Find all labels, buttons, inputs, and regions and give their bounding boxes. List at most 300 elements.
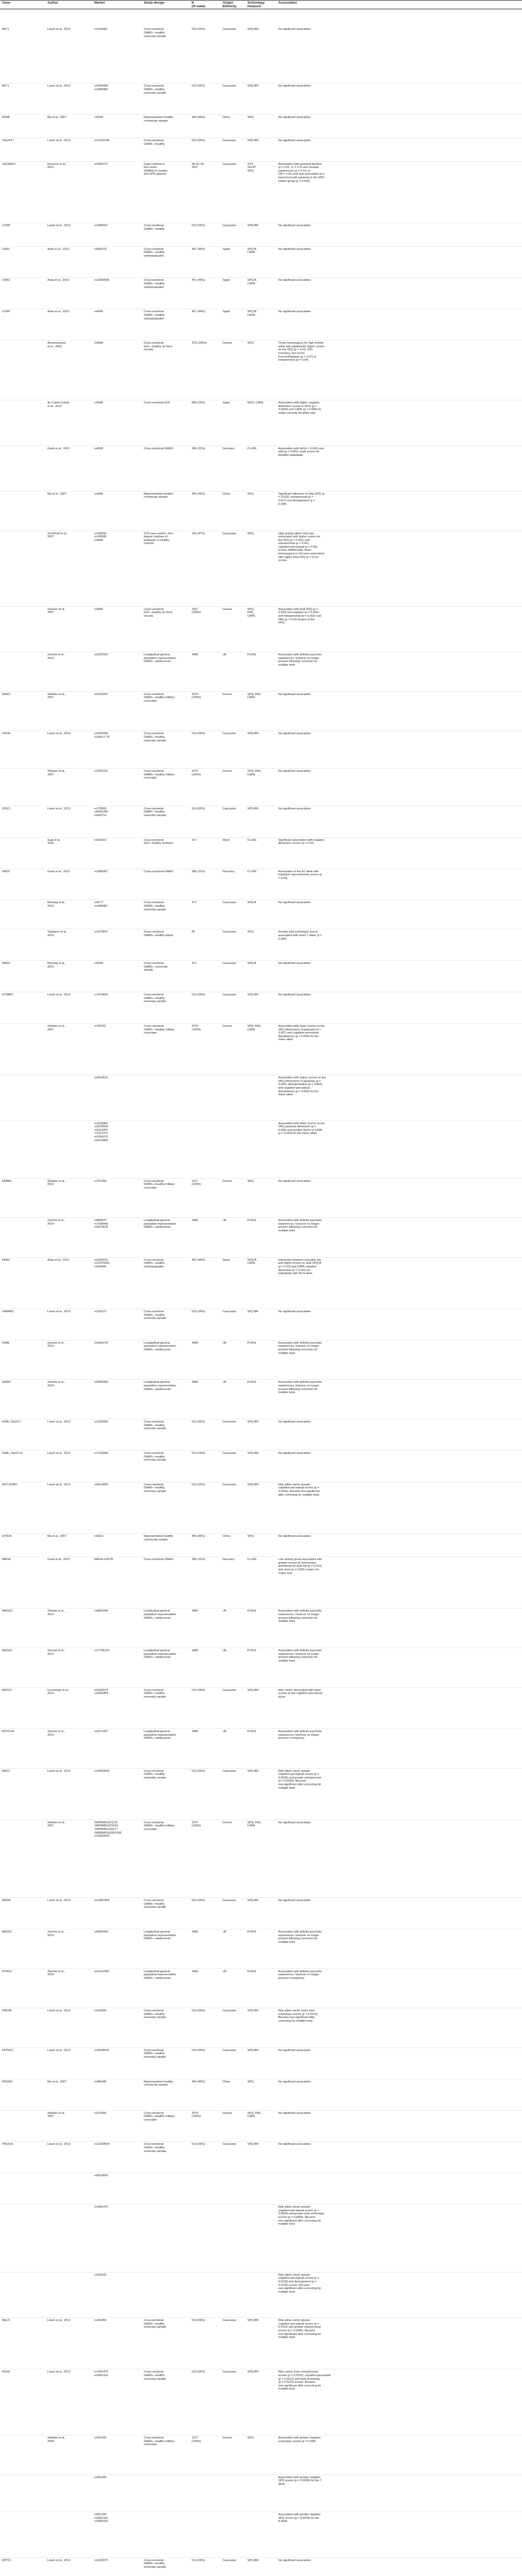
table-cell-schizotypy-measure: SPQ — [247, 2080, 254, 2083]
table-cell-schizotypy-measure: SPQ-B, CAPE — [247, 1258, 257, 1265]
table-cell-author: Leach et al., 2013 — [47, 1769, 71, 1773]
table-cell-origin: Caucasian — [223, 2558, 237, 2562]
table-cell-association: Association with lower scores on the SPQ dimensions of paranoia (p = 0.007) and cognitive-perceptual disturbances (p = 0.004) for the minor allele — [278, 1025, 325, 1042]
table-cell-origin: Caucasian — [223, 1483, 237, 1486]
table-cell-n: 519 (26%) — [192, 1769, 205, 1773]
table-cell-association: Low activity group associated with greater scores for Introvertive anhedonia for both full (p = 0.014) and short (p = 0.002) scales, for males only — [278, 1558, 322, 1575]
table-cell-n: 60 — [192, 930, 195, 934]
table-cell-author: Zammit et al., 2014 — [47, 653, 65, 660]
table-cell-gene: DTNBP1 — [2, 993, 14, 997]
table-cell-author: Leach et al., 2013 — [47, 28, 71, 31]
table-cell-study-design: Cross-sectional GWAS—healthy university sample — [144, 2048, 166, 2059]
table-cell-origin: Spain — [223, 279, 230, 282]
table-cell-association: No significant association — [278, 28, 311, 31]
table-cell-study-design: Longitudinal general population representative GWAS—adolescents — [144, 1219, 176, 1229]
table-cell-origin: UK — [223, 1649, 227, 1652]
table-cell-study-design: Cross-sectional GWAS—healthy university sample — [144, 2009, 166, 2020]
row-divider — [0, 1768, 522, 1769]
table-cell-study-design: Cross-sectional GWAS—healthy undergraduates — [144, 247, 165, 258]
table-cell-author: Leach et al., 2013 — [47, 1451, 71, 1455]
table-cell-schizotypy-measure: SPQ-BR — [247, 2009, 259, 2013]
table-cell-origin: UK — [223, 1219, 227, 1223]
row-divider — [0, 1379, 522, 1380]
table-cell-marker: rs1800947 — [94, 224, 108, 228]
table-cell-n: 519 (26%) — [192, 2370, 205, 2374]
table-cell-marker: MAOA-uVNTR — [94, 1558, 113, 1562]
row-divider — [0, 1897, 522, 1898]
table-cell-association: Risk allele carrier lower total schizotypy scores (p = 0.0479). Became non-significant after correcting for multiple tests — [278, 2009, 318, 2023]
table-cell-n: 465 (49%) — [192, 2080, 205, 2083]
table-cell-origin: China — [223, 1534, 230, 1538]
table-cell-schizotypy-measure: SPQ — [247, 1179, 254, 1183]
table-cell-n: 3483 — [192, 1730, 198, 1734]
header-col-n: N (% male) — [192, 1, 206, 9]
table-cell-association: No significant association — [278, 116, 311, 120]
row-divider — [0, 691, 522, 692]
table-cell-marker: rs200200 — [94, 2273, 107, 2277]
table-cell-origin: Caucasian — [223, 139, 237, 143]
table-cell-marker: rs6913660 — [94, 1483, 108, 1486]
table-cell-gene: RPP21 — [2, 2558, 11, 2562]
row-divider — [0, 161, 522, 162]
table-cell-n: 3483 — [192, 1970, 198, 1973]
table-cell-author: Schürhoff et al., 2007 — [47, 532, 68, 539]
table-cell-origin: Germany — [223, 447, 235, 450]
table-cell-n: 519 (26%) — [192, 2558, 205, 2562]
table-cell-origin: Greece — [223, 1821, 232, 1824]
table-cell-study-design — [144, 2206, 191, 2272]
table-cell-origin: Spain — [223, 310, 230, 314]
table-cell-study-design: Cross-sectional GWAS—healthy undergraduates — [144, 1258, 165, 1268]
table-cell-author: Arias et al., 2013 — [47, 279, 69, 282]
table-cell-association: No significant association — [278, 1534, 311, 1538]
table-cell-n — [192, 2513, 222, 2556]
table-cell-association: No significant association — [278, 2080, 311, 2083]
table-cell-schizotypy-measure: SPQ-BR — [247, 1769, 259, 1773]
table-cell-study-design: Cross-sectional GWAS—healthy university sample — [144, 1451, 166, 1462]
table-cell-n: 286 (31%) — [192, 447, 205, 450]
row-divider — [0, 1450, 522, 1451]
header-top-rule — [0, 0, 522, 1]
table-cell-author: Leach et al., 2013 — [47, 2143, 71, 2146]
table-cell-association — [278, 2174, 381, 2204]
table-cell-association: Association of the A1 allele with impulsive nonconformity scores (p = 0.04) — [278, 870, 322, 880]
table-cell-study-design: Cross-sectional GWAS—healthy university sample — [144, 2558, 166, 2569]
table-cell-study-design — [144, 1122, 191, 1178]
table-cell-gene: CNR1 — [2, 247, 10, 251]
table-cell-study-design — [144, 2476, 191, 2512]
table-cell-marker: rs6913660 — [94, 2174, 108, 2178]
table-cell-gene: DISC1 — [2, 807, 11, 810]
table-cell-schizotypy-measure: SPQ-BR — [247, 139, 259, 143]
table-cell-schizotypy-measure: SPQ-B — [247, 962, 257, 965]
table-cell-schizotypy-measure: SPQ-BR — [247, 1451, 259, 1455]
table-cell-marker: rs778293 rs6541280 rs999710 — [94, 807, 108, 817]
table-cell-marker: rs1154901 — [94, 28, 108, 31]
table-cell-study-design: Cross-sectional GWAS—healthy university sample — [144, 2370, 166, 2381]
table-cell-schizotypy-measure: SPQ-B, CAPE — [247, 247, 257, 255]
table-cell-marker: rs12807809 — [94, 1899, 110, 1903]
table-cell-association: No significant association — [278, 1420, 311, 1424]
table-cell-author: Zammit et al., 2014 — [47, 1930, 65, 1937]
table-cell-study-design: Cross-sectional GOI—healthy air force recruits — [144, 607, 173, 618]
table-cell-gene — [2, 342, 46, 399]
table-cell-author: Ma et al., 2007 — [47, 116, 67, 120]
table-cell-schizotypy-measure: SPQ — [247, 342, 254, 345]
table-cell-study-design: Longitudinal general population representative GWAS—adolescents — [144, 1930, 176, 1941]
table-cell-gene: DAOA — [2, 732, 10, 736]
table-cell-study-design: Representative healthy community sample — [144, 116, 174, 123]
table-cell-marker: rs385440 — [94, 2080, 107, 2083]
table-cell-association: No significant association — [278, 962, 311, 965]
table-cell-study-design: Cross-sectional GWAS—healthy university sample — [144, 1899, 166, 1909]
table-cell-gene — [2, 2112, 46, 2141]
table-cell-origin: Spain — [223, 247, 230, 251]
table-cell-association: No significant association — [278, 1451, 311, 1455]
table-cell-gene: DRD3 — [2, 962, 10, 965]
table-cell-schizotypy-measure — [247, 1122, 277, 1178]
table-cell-gene: PRSS16 — [2, 2143, 13, 2146]
table-cell-schizotypy-measure: PLIKSi — [247, 1609, 257, 1613]
table-cell-association: No significant association — [278, 732, 311, 736]
table-cell-author: Grant et al., 2015 — [47, 1558, 70, 1562]
table-cell-association: No significant association — [278, 2111, 311, 2115]
table-cell-author: Smyrnis et al., 2007 — [47, 607, 66, 615]
table-cell-association: No significant association — [278, 139, 311, 143]
table-cell-n: 519 (26%) — [192, 224, 205, 228]
table-cell-schizotypy-measure: PLIKSi — [247, 1381, 257, 1384]
table-cell-study-design: Longitudinal general population representative GWAS—adolescents — [144, 1609, 176, 1620]
table-cell-study-design: Longitudinal general population representative GWAS—adolescents — [144, 653, 176, 664]
table-cell-n: 167 — [192, 838, 197, 842]
table-cell-n: 3483 — [192, 1341, 198, 1345]
table-cell-origin: Caucasian — [223, 1420, 237, 1424]
table-cell-origin: Caucasian — [223, 1451, 237, 1455]
table-cell-gene — [2, 1025, 46, 1074]
table-cell-study-design: Representative healthy community sample — [144, 492, 174, 499]
row-divider — [0, 491, 522, 492]
table-cell-schizotypy-measure — [247, 2513, 277, 2556]
row-divider — [0, 1217, 522, 1218]
table-cell-n — [192, 2476, 222, 2512]
table-cell-gene — [2, 1076, 46, 1120]
table-cell-author: Leach et al., 2013 — [47, 2319, 71, 2323]
table-cell-gene: MIR137 — [2, 1688, 12, 1692]
table-cell-association: Association with total SPQ (p = 0.029) and negative (p = 0.024) and interpersonal (p = 0.003) and PAS (p = 0.03) factors of the SPQ — [278, 607, 321, 625]
table-cell-study-design: Cross-sectional GWAS—healthy undergraduates — [144, 310, 165, 320]
table-cell-author: Leach et al., 2013 — [47, 1483, 71, 1486]
table-cell-marker: rs2071287 — [94, 1730, 108, 1734]
table-cell-association: Significant association with negative dimension scores (p = 0.02) — [278, 838, 325, 845]
table-cell-marker: rs6861046 — [94, 1609, 108, 1613]
table-cell-gene — [2, 447, 46, 490]
table-cell-marker: rs1018381 rs2619528 rs3213207 rs1011313 rs2005976 rs9476886 — [94, 1122, 108, 1142]
table-cell-marker: rs12184504 — [94, 2143, 110, 2146]
table-cell-schizotypy-measure: O-LIFE — [247, 447, 257, 450]
table-cell-marker: rs760761 — [94, 1025, 107, 1028]
table-cell-association: Association with definite psychotic experiences, however no longer present following correction for multiple tests — [278, 1341, 322, 1355]
table-cell-origin: UK — [223, 1970, 227, 1973]
header-col-author: Author — [47, 1, 58, 5]
table-cell-author: Stefanis et al., 2013 — [47, 1179, 66, 1187]
table-cell-origin: Greece — [223, 1179, 232, 1183]
table-cell-n: 519 (26%) — [192, 1688, 205, 1692]
table-cell-marker: rs2069735 — [94, 1341, 108, 1345]
table-cell-gene: HIST1H2BJ — [2, 1483, 18, 1486]
table-cell-author: Leach et al., 2013 — [47, 2009, 71, 2013]
table-cell-association: No significant association — [278, 770, 311, 773]
table-cell-gene: GNBL — [2, 1341, 10, 1345]
table-cell-study-design: Cross-sectional GWAS — [144, 447, 173, 450]
table-cell-origin — [223, 2513, 246, 2556]
table-cell-n: 519 (26%) — [192, 807, 205, 810]
table-cell-gene: PRODH — [2, 2080, 13, 2083]
table-cell-author — [47, 2274, 93, 2317]
table-cell-gene — [2, 930, 46, 960]
table-cell-author — [47, 2174, 93, 2204]
row-divider — [0, 1257, 522, 1258]
table-cell-marker: rs7192086 — [94, 1451, 108, 1455]
table-cell-origin: Caucasian — [223, 732, 237, 736]
table-cell-gene: AKT1 — [2, 84, 9, 88]
table-cell-gene: NRG1 — [2, 1769, 10, 1773]
table-cell-schizotypy-measure: SPQ-BR — [247, 993, 259, 997]
table-cell-author: Stefanis et al., 2007 — [47, 1821, 66, 1828]
table-cell-schizotypy-measure: SPQ-BR — [247, 2558, 259, 2562]
table-cell-association: Association with lower scores on the SPQ paranoia dimension (p = 0.006) and positive factor of CAPE (p = 0.003) for the minor allele — [278, 1122, 325, 1136]
row-divider — [0, 2204, 522, 2205]
table-cell-study-design: Cross-sectional GWAS—healthy military conscripts — [144, 2111, 175, 2122]
table-cell-author: Arias et al., 2013 — [47, 247, 69, 251]
table-cell-origin: UK — [223, 1730, 227, 1734]
table-cell-study-design: Cross-sectional GWAS—healthy military conscripts — [144, 692, 175, 703]
table-cell-n: 519 (26%) — [192, 1420, 205, 1424]
table-cell-study-design: Cross-sectional GWAS—healthy university sample — [144, 2143, 166, 2153]
header-col-gene: Gene — [2, 1, 10, 5]
table-cell-origin: UK — [223, 1341, 227, 1345]
table-cell-author: Stefanis et al., 2007 — [47, 770, 66, 776]
table-cell-author — [47, 1076, 93, 1120]
table-cell-n: 286 (31%) — [192, 870, 205, 873]
table-cell-author: Ma et al., 2007 — [47, 492, 67, 496]
table-cell-n: 519 (26%) — [192, 28, 205, 31]
table-cell-gene: HTR2A — [2, 1534, 12, 1538]
table-cell-marker: rs2097603 — [94, 653, 108, 657]
table-cell-gene — [2, 608, 46, 651]
row-divider — [0, 1533, 522, 1534]
row-divider — [0, 837, 522, 838]
header-col-schizotypy-measure: Schizotypy measure — [247, 1, 265, 9]
table-cell-marker: rs4680 — [94, 401, 104, 405]
table-cell-gene — [2, 401, 46, 445]
table-cell-gene: RGS4 — [2, 2370, 10, 2374]
table-cell-association: Risk allele carrier greater cognitive-perceptual scores (p = 0.0039) and greater interpersonal (p = 0.0036). Became non-significant after correcting for multiple tests — [278, 1769, 322, 1790]
table-cell-n: 1127 (100%) — [192, 2436, 201, 2443]
table-cell-schizotypy-measure: SPQ-BR — [247, 2370, 259, 2374]
table-cell-n: 519 (26%) — [192, 1899, 205, 1903]
table-cell-marker: rs165599 rs165688 rs4680 — [94, 532, 107, 542]
table-cell-marker: rs4450364 — [94, 1381, 108, 1384]
table-cell-gene: PPP3CC — [2, 2048, 14, 2052]
row-divider — [0, 340, 522, 341]
table-cell-marker: rs10108011 — [94, 2048, 110, 2052]
table-cell-schizotypy-measure — [247, 2274, 277, 2317]
table-cell-author: Stefanis et al., 2007 — [47, 692, 66, 700]
table-cell-association: Risk carrier lower interpersonal scores (p = 0.0152), cognitive-perceptual (p = 0.0012) and total schizotypy (p = 0.0129) scores. Became non-significant after correcting for multiple tests — [278, 2370, 331, 2391]
table-cell-study-design — [144, 2513, 191, 2556]
table-cell-marker: rs4680 — [94, 342, 104, 345]
table-cell-study-design: Cross-sectional GWAS—healthy university sample — [144, 993, 166, 1004]
table-cell-origin: Germany — [223, 870, 235, 873]
row-divider — [0, 2557, 522, 2558]
table-cell-association: Association with definite psychotic experiences, however no longer present following correction for multiple tests — [278, 1609, 322, 1623]
table-cell-n: 2076 (100%) — [192, 2111, 201, 2119]
table-cell-gene — [2, 1122, 46, 1178]
table-cell-marker: rs6313 — [94, 1534, 104, 1538]
table-cell-schizotypy-measure: SPQ-BR — [247, 224, 259, 228]
table-cell-marker: rs12202338 — [94, 139, 110, 143]
table-cell-author: Cummings et al., 2014 — [47, 1688, 69, 1696]
row-divider — [0, 606, 522, 607]
table-cell-gene: COMT — [2, 224, 11, 228]
table-cell-origin: Caucasian — [223, 84, 237, 88]
table-cell-study-design: Cross-sectional GWAS—healthy university sample — [144, 1769, 166, 1780]
table-cell-author: Arias et al., 2013 — [47, 310, 69, 314]
table-cell-n: 1657 (100%) — [192, 607, 201, 615]
row-divider — [0, 2110, 522, 2111]
table-cell-marker: rs707284 — [94, 1179, 107, 1183]
table-cell-association: Association with greater negative schizotypy scores (p = 0.008) — [278, 2436, 321, 2443]
table-cell-n: 1127 (100%) — [192, 1179, 201, 1187]
table-cell-schizotypy-measure: SPQ — [247, 532, 254, 535]
table-cell-n — [192, 2174, 222, 2204]
table-cell-origin: Caucasian — [223, 28, 237, 31]
table-cell-gene: GWA_16p13.12 — [2, 1451, 23, 1455]
table-cell-author — [47, 1122, 93, 1178]
table-cell-marker: rs2064430 rs2299406 — [94, 84, 108, 91]
row-divider — [0, 1178, 522, 1179]
table-cell-marker: rs821616 — [94, 838, 107, 842]
row-divider — [0, 960, 522, 961]
table-cell-schizotypy-measure: SPQ — [247, 492, 254, 496]
table-cell-study-design: Cross-sectional GWAS—healthy adults — [144, 930, 173, 937]
table-cell-schizotypy-measure: PLIKSi — [247, 1219, 257, 1223]
table-cell-origin: China — [223, 492, 230, 496]
table-cell-origin: Caucasian — [223, 807, 237, 810]
table-cell-study-design: Cross-sectional GWAS—healthy — [144, 139, 165, 146]
table-cell-schizotypy-measure — [247, 2174, 277, 2204]
table-cell-study-design: Cross-sectional GOI—healthy air force recruits — [144, 342, 173, 352]
table-cell-n: 3483 — [192, 1219, 198, 1223]
table-cell-author — [47, 2476, 93, 2512]
table-cell-n: 465 (49%) — [192, 492, 205, 496]
table-cell-study-design: Cross-sectional GWAS—healthy university sample — [144, 1310, 166, 1320]
table-cell-author: Zammit et al., 2014 — [47, 1730, 65, 1737]
table-cell-author: Moreaig et al., 2015 — [47, 901, 66, 908]
table-cell-marker: rs1079597 — [94, 930, 108, 934]
table-cell-author: Leach et al., 2013 — [47, 1899, 71, 1903]
table-cell-gene — [2, 901, 46, 928]
table-cell-study-design: Cross-sectional GOI—healthy inclusion — [144, 838, 174, 845]
table-cell-schizotypy-measure: SPQ-BR — [247, 2143, 259, 2146]
table-cell-origin: Greece — [223, 1025, 232, 1028]
table-cell-n — [192, 2274, 222, 2317]
table-cell-n: 3483 — [192, 1649, 198, 1652]
table-cell-marker: rs3130375 — [94, 2558, 108, 2562]
table-cell-study-design: Cross-sectional GWAS—university sample — [144, 962, 168, 972]
table-cell-study-design: Cross-sectional GWAS—healthy university sample — [144, 807, 166, 817]
table-cell-author: Zammit et al., 2014 — [47, 1649, 65, 1656]
table-cell-association: Association with definite psychotic experiences, however no longer present following correction for multiple tests — [278, 1930, 322, 1944]
table-cell-marker: rs910694 — [94, 2009, 107, 2013]
table-cell-schizotypy-measure: O-LIFE — [247, 1558, 257, 1562]
table-cell-study-design: Longitudinal general population representative GWAS—adolescents — [144, 1970, 176, 1980]
table-cell-author: Leach et al., 2013 — [47, 2048, 71, 2052]
table-cell-association: Association with definite psychotic experiences, however no longer present following correction for multiple tests — [278, 1649, 322, 1663]
table-cell-study-design: Cross-sectional GWAS—healthy military conscripts — [144, 770, 175, 780]
table-cell-study-design: Case-controls in face-wave (GWAS) in healthy and SPD patients — [144, 162, 168, 176]
table-cell-gene: GRM3 — [2, 1381, 11, 1384]
table-cell-origin — [223, 1076, 246, 1120]
table-cell-study-design: Cross-sectional GWAS—healthy university sample — [144, 2319, 166, 2329]
table-cell-gene: GABRB2 — [2, 1310, 14, 1313]
table-cell-n: 106 (47%) — [192, 532, 205, 535]
table-cell-gene: NOTCH4 — [2, 1730, 14, 1734]
table-cell-origin: Caucasian — [223, 2319, 237, 2323]
table-cell-author: Stefanis et al., 2007 — [47, 1025, 66, 1031]
table-cell-origin: Greece — [223, 2111, 232, 2115]
table-cell-n: 519 (26%) — [192, 2143, 205, 2146]
table-cell-author — [47, 2206, 93, 2272]
table-cell-n: 3483 — [192, 653, 198, 657]
table-cell-association: Association with definite psychotic experiences, however no longer present in frequency — [278, 1970, 322, 1980]
table-cell-origin: Caucasian — [223, 2009, 237, 2013]
table-cell-n: 3483 — [192, 1609, 198, 1613]
table-cell-origin: UK — [223, 653, 227, 657]
table-cell-schizotypy-measure: PLIKSi — [247, 1341, 257, 1345]
table-cell-association: No significant association — [278, 279, 311, 282]
table-cell-n: 286 (31%) — [192, 1558, 205, 1562]
table-cell-n: 519 (26%) — [192, 1451, 205, 1455]
table-cell-study-design: Cross-sectional GWAS—healthy military conscripts — [144, 1025, 175, 1035]
table-cell-n — [192, 1122, 222, 1178]
table-cell-origin: Caucasian — [223, 962, 237, 965]
table-cell-schizotypy-measure: SPQ-BR — [247, 2319, 259, 2323]
table-cell-origin: Caucasian — [223, 901, 237, 905]
table-cell-marker: rs1800497 — [94, 870, 108, 873]
table-cell-origin: Māori — [223, 838, 230, 842]
table-cell-association: No significant association — [278, 692, 311, 696]
table-cell-origin: UK — [223, 1609, 227, 1613]
table-cell-marker: rs372055 — [94, 2111, 107, 2115]
table-cell-origin: Caucasian — [223, 1899, 237, 1903]
table-cell-study-design: Longitudinal general population representative GWAS—adolescents — [144, 1381, 176, 1391]
table-cell-marker: rs4680 — [94, 310, 104, 314]
table-cell-marker: rs181572 — [94, 1310, 107, 1313]
table-cell-marker: rs951439 — [94, 2476, 107, 2479]
header-col-origin: Origin/ Ethnicity — [223, 1, 237, 9]
table-cell-schizotypy-measure: SPQ-BR — [247, 28, 259, 31]
table-cell-association: No significant association — [278, 310, 311, 314]
table-cell-schizotypy-measure: STO, SIS-R* SPQ — [247, 162, 257, 173]
row-divider — [0, 277, 522, 278]
table-cell-author: Stefanis et al., 2007 — [47, 2111, 66, 2119]
table-cell-author: Leach et al., 2013 — [47, 993, 71, 997]
table-cell-origin: Greece — [223, 342, 232, 345]
table-cell-schizotypy-measure: SPQ, PAS, CAPE — [247, 770, 262, 776]
table-cell-gene — [2, 2174, 46, 2204]
table-cell-marker: rs806379 — [94, 247, 107, 251]
